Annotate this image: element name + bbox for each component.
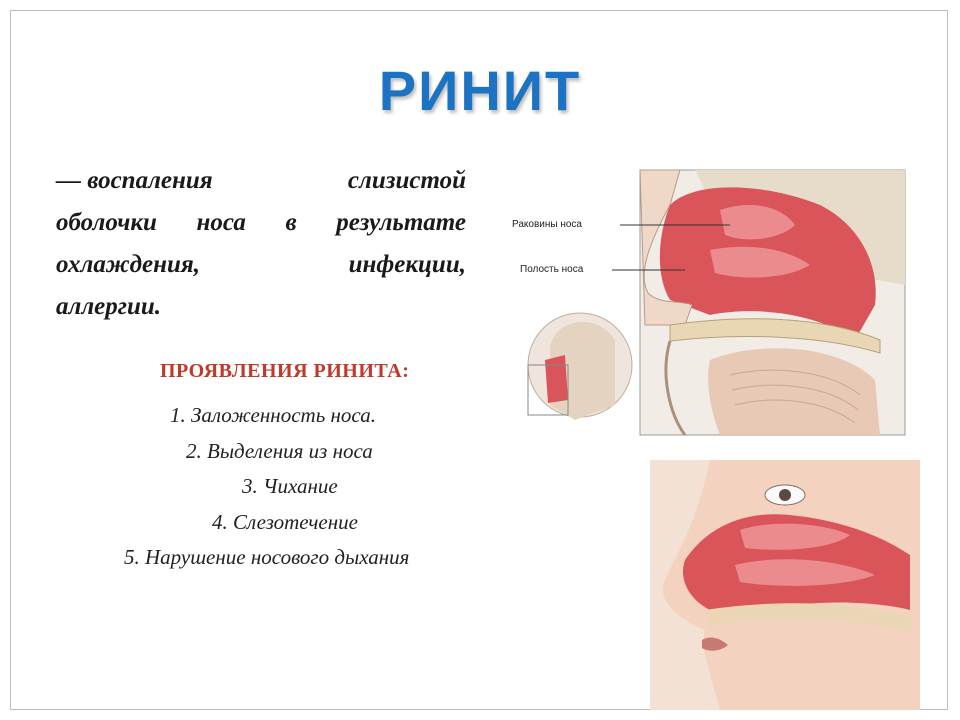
label-turbinates: Раковины носа xyxy=(512,219,582,230)
definition-word: инфекции, xyxy=(348,251,466,278)
definition-word: слизистой xyxy=(347,167,466,194)
label-nasal-cavity: Полость носа xyxy=(520,264,584,275)
definition-word: носа xyxy=(196,209,246,236)
symptom-item: 5. Нарушение носового дыхания xyxy=(124,545,410,569)
definition-line xyxy=(56,286,466,328)
definition-word: — воспаления xyxy=(56,167,213,194)
definition-word: аллергии. xyxy=(56,293,162,320)
face-profile-illustration xyxy=(650,460,920,710)
slide-title: РИНИТ xyxy=(378,59,582,122)
definition-line xyxy=(56,160,466,202)
definition-word: охлаждения, xyxy=(56,251,201,278)
definition-line xyxy=(56,202,466,244)
manifestations-heading: ПРОЯВЛЕНИЯ РИНИТА: xyxy=(160,360,410,382)
nasal-anatomy-diagram xyxy=(512,165,910,440)
symptoms-list xyxy=(120,398,520,576)
definition-word: результате xyxy=(336,209,466,236)
definition-word: в xyxy=(285,209,297,236)
symptom-item: 4. Слезотечение xyxy=(212,509,358,534)
symptom-item: 3. Чихание xyxy=(242,474,338,498)
face-sinus-illustration xyxy=(650,460,920,710)
definition-text xyxy=(56,160,466,328)
definition-word: оболочки xyxy=(56,209,157,236)
nasal-anatomy-illustration xyxy=(520,165,910,440)
symptom-item: 1. Заложенность носа. xyxy=(170,403,376,427)
symptom-item: 2. Выделения из носа xyxy=(186,438,373,463)
definition-line xyxy=(56,244,466,286)
